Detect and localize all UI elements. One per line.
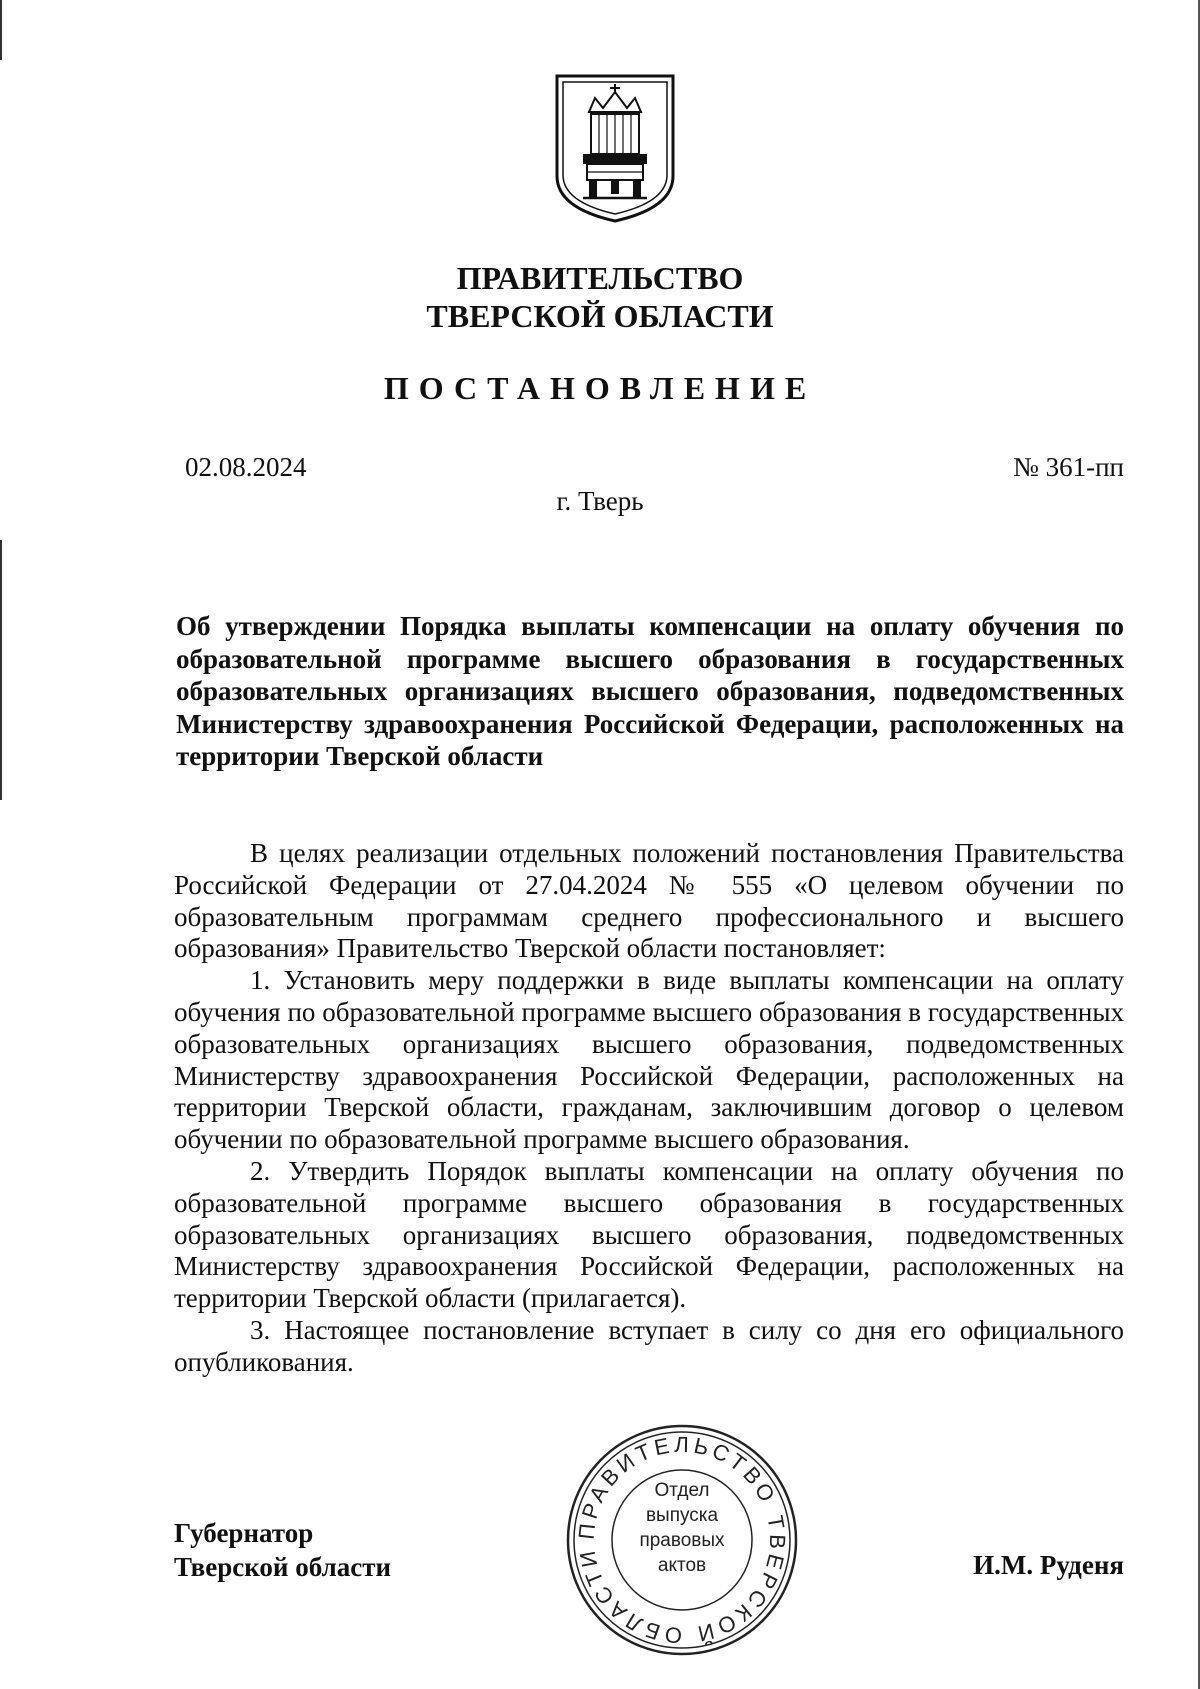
government-title-line1: ПРАВИТЕЛЬСТВО	[456, 260, 744, 296]
stamp-center-line1: Отдел	[654, 1480, 710, 1501]
stamp-center-line2: выпуска	[645, 1505, 719, 1526]
coat-of-arms-icon	[553, 72, 677, 224]
document-number: № 361-пп	[1013, 452, 1124, 482]
government-title-line2: ТВЕРСКОЙ ОБЛАСТИ	[426, 298, 774, 334]
document-subject: Об утверждении Порядка выплаты компенсации на оплату обучения по образовательной программе высшего образования в государственных образовательных организациях высшего образования, подведомственных Министерству здравоохранения Российской Федерации, расположенных на территории Тверской области	[176, 611, 1124, 771]
stamp-center-line4: актов	[657, 1555, 707, 1576]
signer-title-line2: Тверской области	[174, 1552, 392, 1582]
stamp-ring-text: ПРАВИТЕЛЬСТВО ТВЕРСКОЙ ОБЛАСТИ	[573, 1431, 791, 1649]
scan-edge-left-mid	[0, 540, 2, 800]
body-item-3: 3. Настоящее постановление вступает в силу со дня его официального опубликования.	[174, 1314, 1124, 1377]
document-city: г. Тверь	[556, 486, 644, 516]
body-item-1: 1. Установить меру поддержки в виде выплаты компенсации на оплату обучения по образовательной программе высшего образования в государственных образовательных организациях высшего образования, подведомственных Министерству здравоохранения Российской Федерации, расположенных на территории Тверской области, гражданам, заключившим договор о целевом обучении по образовательной программе высшего образования.	[174, 965, 1124, 1155]
stamp-center-text	[612, 1478, 752, 1578]
signer-name: И.М. Руденя	[973, 1550, 1124, 1580]
document-date: 02.08.2024	[185, 452, 307, 482]
document-body	[174, 838, 1124, 1379]
body-preamble: В целях реализации отдельных положений постановления Правительства Российской Федерации от 27.04.2024 № 555 «О целевом обучении по образовательным программам среднего профессионального и высшего образования» Правительство Тверской области постановляет:	[174, 838, 1124, 964]
signer-title-line1: Губернатор	[174, 1518, 314, 1548]
stamp-center-line3: правовых	[639, 1530, 725, 1551]
scan-edge-left-top	[0, 0, 2, 60]
document-type: ПОСТАНОВЛЕНИЕ	[383, 370, 817, 406]
signer-title	[174, 1516, 391, 1584]
body-item-2: 2. Утвердить Порядок выплаты компенсации на оплату обучения по образовательной программе высшего образования в государственных образовательных организациях высшего образования, подведомственных Министерству здравоохранения Российской Федерации, расположенных на территории Тверской области (прилагается).	[174, 1155, 1124, 1314]
